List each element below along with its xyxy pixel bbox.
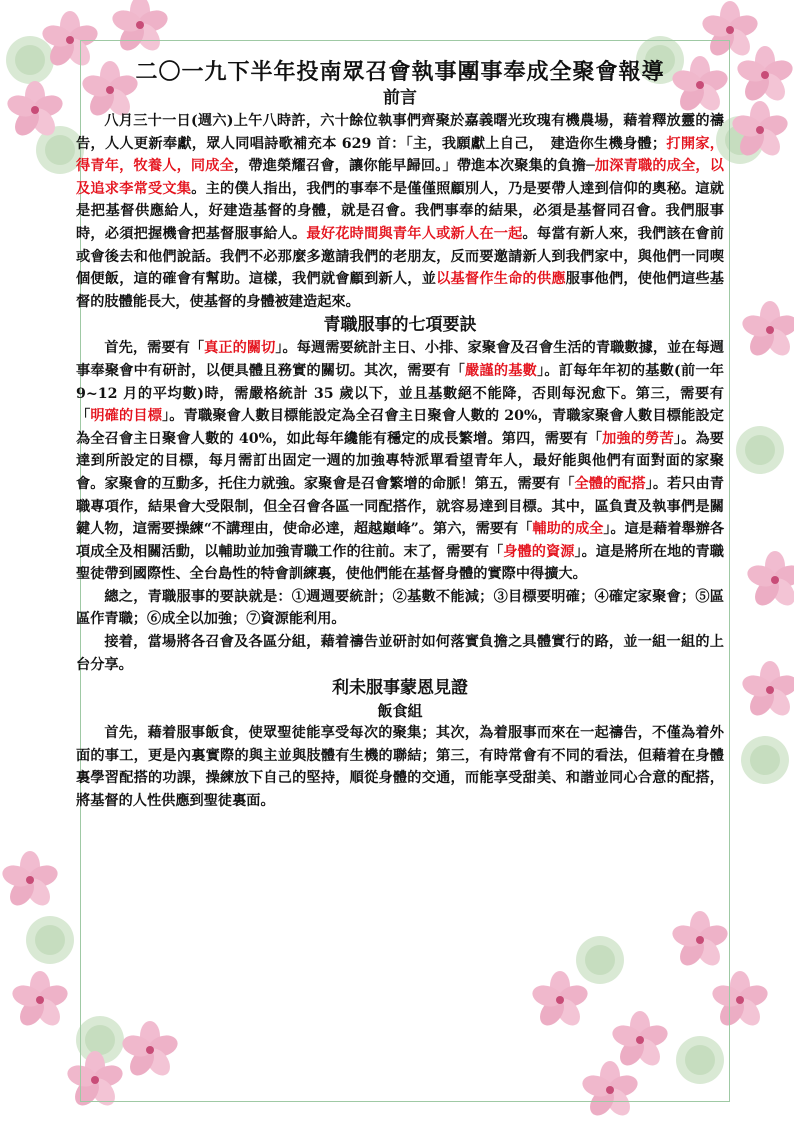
- intro-paragraph: [76, 110, 724, 313]
- body-text: 服事他們，使他們這些基督的肢體能長大，使基督的身體被建造起來。: [76, 271, 724, 310]
- section-heading-testimony: 利未服事蒙恩見證: [332, 678, 468, 699]
- body-text: 。主的僕人指出，我們的事奉不是僅僅照顧別人，乃是要帶人達到信仰的奧秘。這就是把基督供應給人，好建造基督的身體，就是召會。我們事奉的結果，必須是基督同召會。我們服事時，必須把握機會把基督服事給人。: [76, 180, 724, 242]
- body-text: 。每當有新人來，我們該在會前或會後去和他們說話。我們不必那麼多邀請我們的老朋友，反而要邀請新人到我們家中，與他們一同喫個便飯，這的確會有幫助。這樣，我們就會顧到新人，並: [76, 225, 724, 288]
- section-heading-intro: 前言: [383, 88, 417, 108]
- body-text: 」。為要達到所設定的目標，每月需訂出固定一週的加強專特派單看望青年人，最好能與他們有面對面的家聚會。家聚會的互動多，托住力就強。家聚會是召會繁增的命脈！第五，需要有「: [76, 430, 724, 492]
- body-text: 」。這是藉着舉辦各項成全及相關活動，以輔助並加強青職工作的往前。末了，需要有「: [76, 521, 725, 560]
- highlighted-text: 加強的勞苦: [602, 430, 674, 447]
- body-text: 」。每週需要統計主日、小排、家聚會及召會生活的青職數據，並在每週事奉聚會中有研討，以便具體且務實的關切。其次，需要有「: [76, 340, 724, 379]
- highlighted-text: 加深青職的成全，以及追求李常受文集: [76, 158, 724, 197]
- highlighted-text: 輔助的成全: [532, 521, 604, 538]
- highlighted-text: 身體的資源: [503, 543, 575, 560]
- body-text: 」。這是將所在地的青職聖徒帶到國際性、全台島性的特會訓練裏，使他們能在基督身體的實際中得擴大。: [76, 543, 724, 583]
- body-text: 首先，需要有「: [104, 340, 205, 357]
- highlighted-text: 真正的關切: [204, 340, 276, 357]
- highlighted-text: 嚴謹的基數: [465, 362, 538, 379]
- article: [76, 58, 724, 813]
- highlighted-text: 打開家，得青年，牧養人，同成全: [76, 135, 724, 175]
- body-text: 八月三十一日(週六)上午八時許，六十餘位執事們齊聚於嘉義曙光玫瑰有機農場，藉着釋放靈的禱告，人人更新奉獻，眾人同唱詩歌補充本 629 首：「主，我願獻上自己， 建造你生機身體；: [76, 113, 724, 152]
- body-text: ，帶進榮耀召會，讓你能早歸回。」帶進本次聚集的負擔─: [234, 158, 595, 175]
- highlighted-text: 以基督作生命的供應: [436, 271, 566, 288]
- summary-paragraph: 總之，青職服事的要訣就是：①週週要統計；②基數不能減；③目標要明確；④確定家聚會；⑤區區作青職；⑥成全以加強；⑦資源能利用。: [76, 588, 724, 628]
- page-title: 二〇一九下半年投南眾召會執事團事奉成全聚會報導: [135, 59, 665, 85]
- highlighted-text: 明確的目標: [90, 408, 163, 425]
- body-text: 」。訂每年年初的基數(前一年 9~12 月的平均數)時，需嚴格統計 35 歲以下，並且基數絕不能降，否則每況愈下。第三，需要有「: [76, 362, 724, 425]
- seven-keys-paragraph: [76, 337, 724, 586]
- section-heading-seven-keys: 青職服事的七項要訣: [323, 315, 477, 336]
- meal-group-paragraph: 首先，藉着服事飯食，使眾聖徒能享受每次的聚集；其次，為着服事而來在一起禱告，不僅為着外面的事工，更是內裏實際的與主並與肢體有生機的聯結；第三，有時常會有不同的看法，但藉着在身體裏學習配搭的功課，操練放下自己的堅持，順從身體的交通，而能享受甜美、和諧並同心合意的配搭，將基督的人性供應到聖徒裏面。: [76, 725, 724, 810]
- subheading-meal-group: 飯食組: [377, 702, 423, 721]
- group-discussion-paragraph: 接着，當場將各召會及各區分組，藉着禱告並研討如何落實負擔之具體實行的路，並一組一組的上台分享。: [76, 634, 724, 673]
- highlighted-text: 最好花時間與青年人或新人在一起: [306, 225, 523, 242]
- body-text: 」。青職聚會人數目標能設定為全召會主日聚會人數的 20%，青職家聚會人數目標能設定為全召會主日聚會人數的 40%，如此每年纔能有穩定的成長繁增。第四，需要有「: [76, 408, 724, 447]
- highlighted-text: 全體的配搭: [574, 475, 646, 492]
- body-text: 」。若只由青職專項作，結果會大受限制，但全召會各區一同配搭作，就容易達到目標。其中，區負責及執事們是關鍵人物，這需要操練“不講理由，使命必達，超越巔峰”。第六，需要有「: [76, 475, 724, 538]
